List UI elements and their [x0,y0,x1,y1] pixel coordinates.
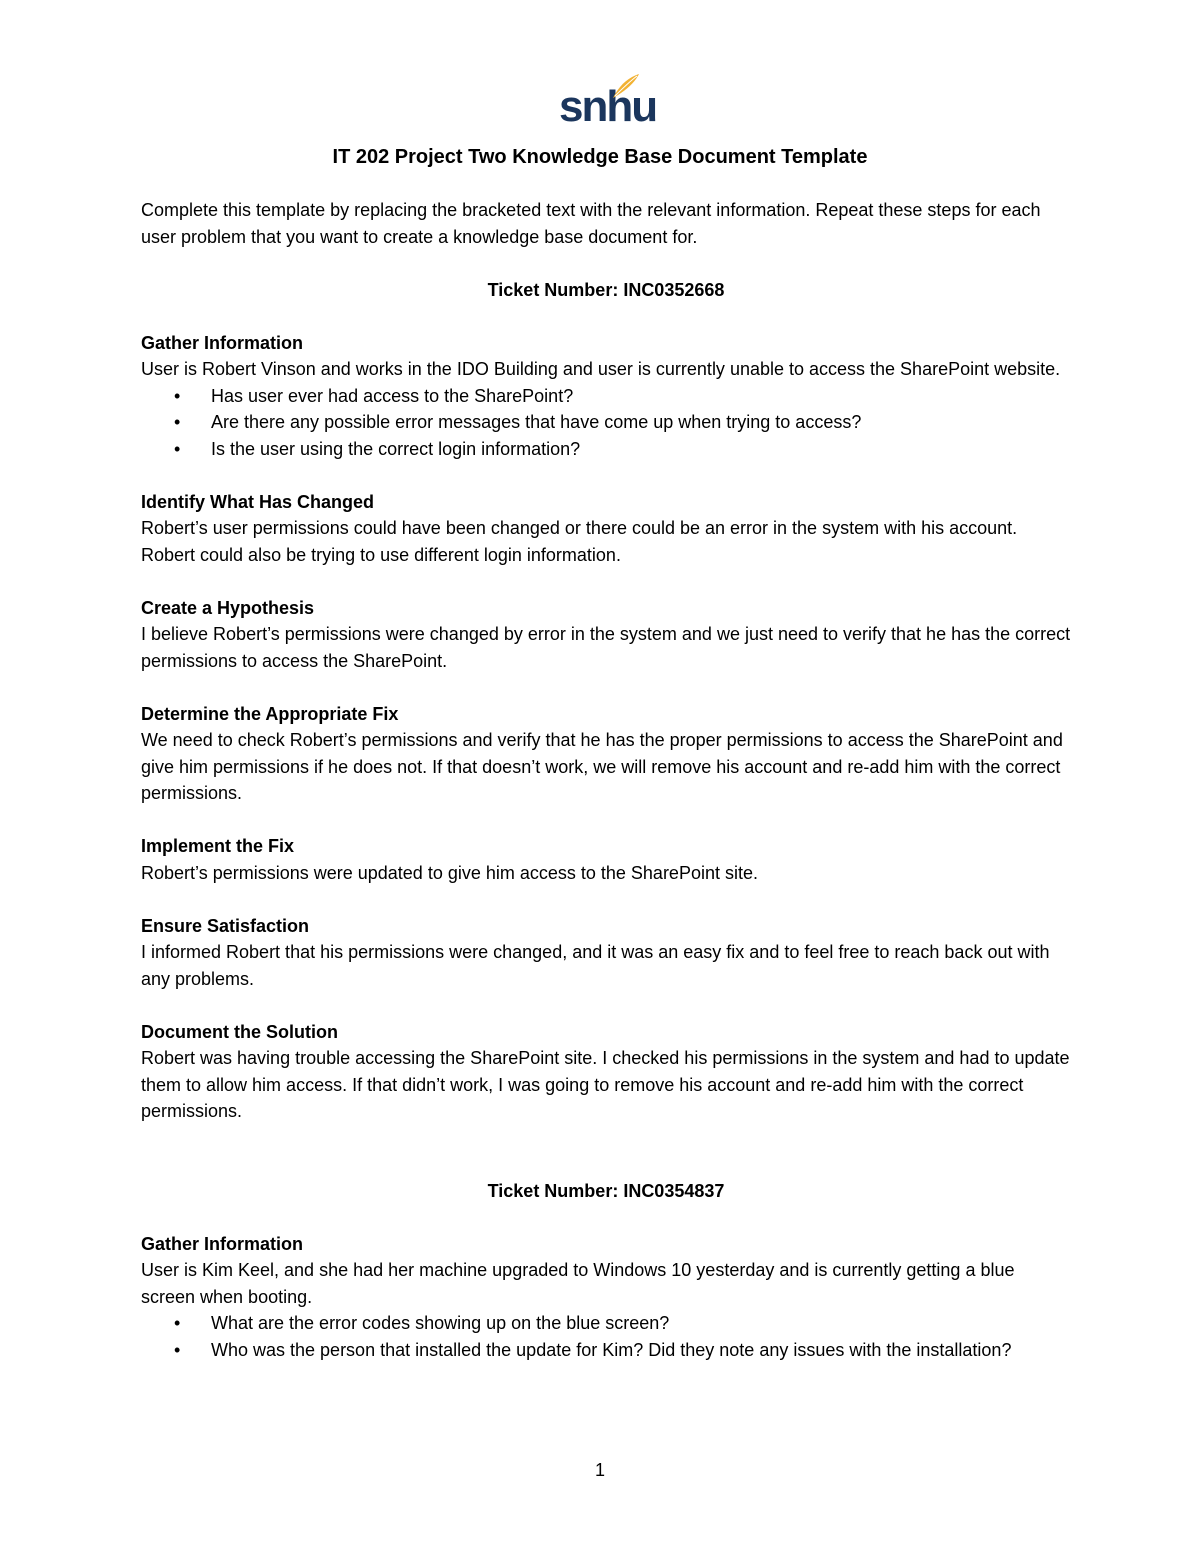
page-number: 1 [594,1460,605,1480]
ticket-number-2: Ticket Number: INC0354837 [487,1180,725,1201]
hypothesis-heading: Create a Hypothesis [141,597,315,618]
gather-text-2: User is Kim Keel, and she had her machine upgraded to Windows 10 yesterday and is currently getting a blue screen when booting. [141,1260,1015,1307]
fix-heading: Determine the Appropriate Fix [141,703,399,724]
document-heading: Document the Solution [141,1021,338,1042]
question-list-1 [141,383,1071,463]
changed-text: Robert’s user permissions could have been changed or there could be an error in the system with his account. Robert could also be trying to use different login information. [141,518,1018,565]
list-item: • Who was the person that installed the update for Kim? Did they note any issues with the installation? [141,1337,1071,1364]
ticket-number-1: Ticket Number: INC0352668 [487,279,725,300]
page-title: IT 202 Project Two Knowledge Base Document Template [332,146,868,168]
gather-text-1: User is Robert Vinson and works in the IDO Building and user is currently unable to access the SharePoint website. [141,359,1061,379]
implement-heading: Implement the Fix [141,836,295,856]
list-item: • What are the error codes showing up on the blue screen? [141,1310,1071,1337]
implement-text: Robert’s permissions were updated to give him access to the SharePoint site. [141,862,758,883]
list-item: • Is the user using the correct login information? [141,436,1071,463]
document-text: Robert was having trouble accessing the SharePoint site. I checked his permissions in the system and had to update them to allow him access. If that didn’t work, I was going to remove his account and re-add him with the correct permissions. [141,1048,1070,1121]
fix-text: We need to check Robert’s permissions and verify that he has the proper permissions to access the SharePoint and give him permissions if he does not. If that doesn’t work, we will remove his account and re-add him with the correct permissions. [141,730,1063,803]
gather-heading-1: Gather Information [141,332,304,353]
list-item: • Are there any possible error messages that have come up when trying to access? [141,409,1071,436]
document-body [141,197,1071,1363]
intro-paragraph: Complete this template by replacing the bracketed text with the relevant information. Repeat these steps for each user problem that you want to create a knowledge base document for. [141,200,1041,247]
list-item: • Has user ever had access to the SharePoint? [141,383,1071,410]
satisfaction-text: I informed Robert that his permissions were changed, and it was an easy fix and to feel free to reach back out with any problems. [141,942,1050,989]
snhu-logo [555,72,657,134]
hypothesis-text: I believe Robert’s permissions were changed by error in the system and we just need to verify that he has the correct permissions to access the SharePoint. [141,624,1071,671]
leaf-icon [611,72,641,100]
changed-heading: Identify What Has Changed [141,491,375,512]
satisfaction-heading: Ensure Satisfaction [141,915,310,936]
logo-text: snhu [559,82,657,131]
gather-heading-2: Gather Information [141,1233,304,1254]
question-list-2 [141,1310,1071,1363]
